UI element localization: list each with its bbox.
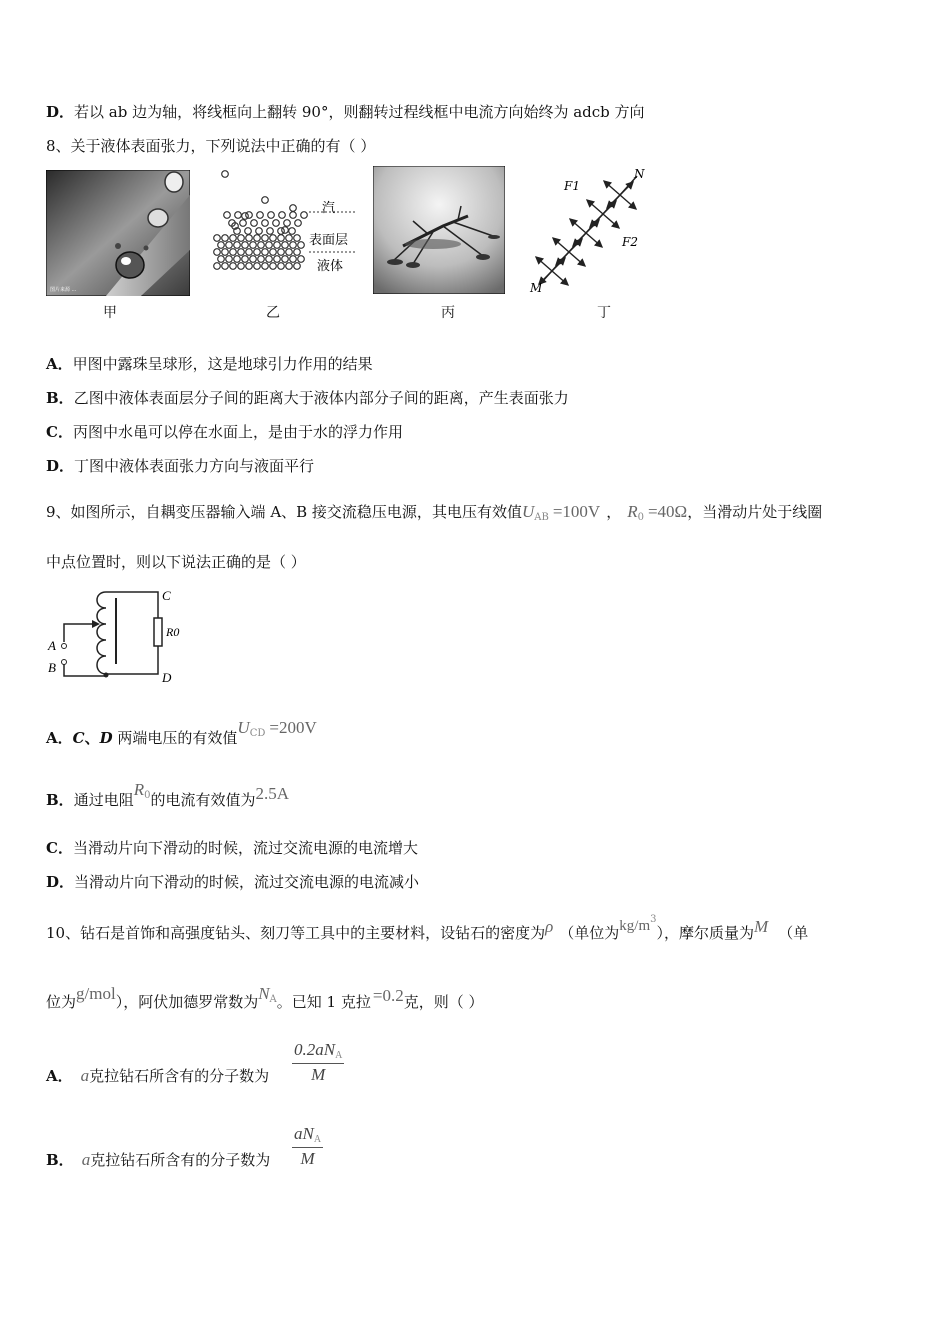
molecule xyxy=(226,256,233,263)
option-label: B． xyxy=(46,791,74,809)
molecule xyxy=(234,242,241,249)
molecule xyxy=(267,228,274,235)
stem-text: （单 xyxy=(778,924,809,942)
molecule xyxy=(282,256,289,263)
force-arrow xyxy=(590,214,603,227)
leg-dimple xyxy=(387,259,403,265)
label-m: M xyxy=(530,281,543,295)
molecule xyxy=(246,235,253,242)
wire xyxy=(106,646,158,674)
option-text: 两端电压的有效值 xyxy=(112,729,238,747)
junction-dot xyxy=(104,673,109,678)
molecule xyxy=(298,242,305,249)
leg-dimple xyxy=(476,254,490,260)
molecule xyxy=(270,235,277,242)
u-ab-value: =100V xyxy=(552,502,601,521)
option-label: B． xyxy=(46,389,74,407)
force-arrow xyxy=(586,233,602,247)
molecule xyxy=(270,263,277,270)
molecule xyxy=(238,235,245,242)
label-c: C xyxy=(162,588,171,603)
molecule xyxy=(222,263,229,270)
stem-text: ），阿伏加德罗常数为 xyxy=(115,993,259,1011)
comma: ， xyxy=(606,503,622,521)
q10-stem-line1 xyxy=(46,914,809,944)
stem-text: （单位为 xyxy=(559,924,620,942)
force-arrow xyxy=(586,220,599,233)
molecule xyxy=(246,263,253,270)
strider-shadow xyxy=(405,239,461,249)
coil xyxy=(97,592,106,674)
molecule xyxy=(266,256,273,263)
label-d: D xyxy=(162,670,172,685)
rho-symbol: ρ xyxy=(545,917,554,936)
numerator-sub: A xyxy=(335,1050,343,1061)
leg-dimple xyxy=(406,262,420,268)
r0-symbol: R xyxy=(133,780,145,799)
q8-stem: 8、关于液体表面张力，下列说法中正确的有（ ） xyxy=(46,137,376,155)
a-symbol: a xyxy=(81,1150,91,1169)
option-text: 丁图中液体表面张力方向与液面平行 xyxy=(74,457,315,475)
numerator-text: 0.2aN xyxy=(294,1040,336,1059)
molecule xyxy=(262,249,269,256)
dew-drop xyxy=(115,243,121,249)
unit-g-mol: g/mol xyxy=(76,984,116,1003)
caption-bing: 丙 xyxy=(441,305,455,321)
molecule xyxy=(290,256,297,263)
molecule xyxy=(240,220,247,227)
figure-yi-molecules xyxy=(205,168,365,278)
label-d: D xyxy=(99,729,113,747)
molecule xyxy=(286,249,293,256)
u-cd-value: =200V xyxy=(269,718,317,737)
stem-text: 。已知 1 克拉 xyxy=(276,993,371,1011)
q9-option-b xyxy=(46,780,290,816)
fraction-numerator xyxy=(292,1124,323,1148)
r0-sub: 0 xyxy=(144,790,151,801)
molecule xyxy=(262,235,269,242)
current-value: 2.5A xyxy=(255,784,290,803)
molecule xyxy=(262,197,269,204)
option-label: B． xyxy=(46,1151,74,1169)
resistor-r0 xyxy=(154,618,162,646)
a-symbol: a xyxy=(80,1066,90,1085)
option-text: 通过电阻 xyxy=(73,791,134,809)
molecule xyxy=(214,249,221,256)
q9-option-a xyxy=(46,718,317,754)
force-arrow xyxy=(603,201,616,214)
stem-text: 位为 xyxy=(46,993,77,1011)
option-text: 当滑动片向下滑动的时候，流过交流电源的电流增大 xyxy=(72,839,418,857)
molecule xyxy=(246,212,253,219)
dew-drop xyxy=(165,172,183,192)
q10-option-a-fraction xyxy=(292,1040,344,1085)
molecule xyxy=(230,263,237,270)
force-arrow xyxy=(569,239,582,252)
molecule xyxy=(279,212,286,219)
option-text: 若以 ab 边为轴，将线框向上翻转 90°，则翻转过程线框中电流方向始终为 adcb 方向 xyxy=(74,103,645,121)
figure-bing-water-strider xyxy=(373,166,505,294)
q9-stem-line1 xyxy=(46,502,822,528)
molecule xyxy=(294,249,301,256)
force-arrow xyxy=(553,238,569,252)
molecule xyxy=(295,220,302,227)
molecule xyxy=(251,220,258,227)
force-arrows xyxy=(536,181,636,285)
molecule xyxy=(294,263,301,270)
separator: 、 xyxy=(84,729,100,747)
numerator-sub: A xyxy=(313,1134,322,1145)
q8-option-c xyxy=(46,422,403,442)
molecule xyxy=(230,235,237,242)
watermark: 图片来源 ... xyxy=(50,287,77,293)
molecule xyxy=(274,242,281,249)
force-arrow xyxy=(573,233,586,246)
unit-kg-m3: kg/m xyxy=(619,918,651,934)
option-label: A． xyxy=(46,1067,73,1085)
dew-drop xyxy=(148,209,168,227)
molecule xyxy=(278,263,285,270)
option-text: 克拉钻石所含有的分子数为 xyxy=(90,1151,271,1169)
stem-text: 10、钻石是首饰和高强度钻头、刻刀等工具中的主要材料，设钻石的密度为 xyxy=(46,924,546,942)
molecule xyxy=(286,235,293,242)
u-ab-sub: AB xyxy=(534,512,549,523)
molecule xyxy=(258,242,265,249)
molecule xyxy=(282,242,289,249)
molecule xyxy=(235,212,242,219)
label-f2: F2 xyxy=(622,235,638,249)
numerator-text: aN xyxy=(294,1124,314,1143)
stem-text: ，当滑动片处于线圈 xyxy=(687,503,823,521)
dew-drop xyxy=(116,252,144,278)
caption-yi: 乙 xyxy=(266,305,280,321)
molecule xyxy=(298,256,305,263)
molecule xyxy=(290,205,297,212)
molecule xyxy=(250,256,257,263)
molecule xyxy=(266,242,273,249)
label-surface-layer: 表面层 xyxy=(309,233,349,248)
label-liquid: 液体 xyxy=(317,259,344,274)
fraction-denominator: M xyxy=(300,1149,315,1168)
force-arrow xyxy=(620,182,633,195)
molecule xyxy=(230,249,237,256)
force-arrow xyxy=(604,181,620,195)
q8-option-a xyxy=(46,354,373,374)
molecule xyxy=(245,228,252,235)
caption-ding: 丁 xyxy=(597,305,611,321)
option-text: 当滑动片向下滑动的时候，流过交流电源的电流减小 xyxy=(74,873,420,891)
u-cd-sub: CD xyxy=(249,728,266,739)
option-text: 克拉钻石所含有的分子数为 xyxy=(89,1067,270,1085)
molecule xyxy=(290,242,297,249)
label-f1: F1 xyxy=(564,179,580,193)
q10-option-a xyxy=(46,1066,269,1086)
option-label: D． xyxy=(46,103,75,121)
fraction-numerator xyxy=(292,1040,344,1064)
u-cd-symbol: U xyxy=(237,718,250,737)
force-arrow xyxy=(552,258,565,271)
force-arrow xyxy=(587,200,603,214)
molecule xyxy=(222,235,229,242)
leg-dimple xyxy=(488,235,500,239)
molecule xyxy=(222,171,229,178)
molecule xyxy=(218,242,225,249)
fraction-denominator: M xyxy=(311,1065,326,1084)
unit-sup: 3 xyxy=(650,914,657,925)
wire-b xyxy=(64,662,106,676)
label-vapor: 汽 xyxy=(322,201,336,216)
molecule xyxy=(242,242,249,249)
molecule xyxy=(270,249,277,256)
label-r0: R0 xyxy=(166,625,180,639)
r0-symbol: R xyxy=(627,502,638,521)
molecule xyxy=(226,242,233,249)
molecule xyxy=(214,263,221,270)
molecule xyxy=(290,212,297,219)
molecule xyxy=(284,220,291,227)
molar-mass-symbol: M xyxy=(754,917,769,936)
molecule xyxy=(286,263,293,270)
q10-option-b-fraction xyxy=(292,1124,323,1169)
stem-text: 克，则（ ） xyxy=(403,993,484,1011)
molecule xyxy=(274,256,281,263)
force-arrow xyxy=(607,195,620,208)
molecule xyxy=(254,235,261,242)
molecule xyxy=(294,235,301,242)
dew-drop-highlight xyxy=(121,257,131,265)
option-label: D． xyxy=(46,457,75,475)
stem-text: ），摩尔质量为 xyxy=(656,924,755,942)
molecule xyxy=(222,249,229,256)
stem-text: 9、如图所示，自耦变压器输入端 A、B 接交流稳压电源，其电压有效值 xyxy=(46,503,522,521)
force-arrow xyxy=(570,219,586,233)
wire xyxy=(106,592,158,618)
caption-jia: 甲 xyxy=(103,305,117,321)
molecule xyxy=(278,235,285,242)
option-label: D． xyxy=(46,873,75,891)
label-b: B xyxy=(48,660,56,675)
option-label: C． xyxy=(46,839,73,857)
q9-stem-line2: 中点位置时，则以下说法正确的是（ ） xyxy=(46,553,306,571)
label-a: A xyxy=(48,638,56,653)
option-label: A． xyxy=(46,729,73,747)
molecule xyxy=(214,235,221,242)
molecule-grid xyxy=(214,171,308,270)
option-text: 的电流有效值为 xyxy=(150,791,256,809)
molecule xyxy=(282,227,289,234)
q8-option-d xyxy=(46,456,314,476)
q10-option-b xyxy=(46,1150,270,1170)
force-arrow xyxy=(536,257,552,271)
option-label: C． xyxy=(46,423,73,441)
r0-sub: 0 xyxy=(637,512,644,523)
molecule xyxy=(250,242,257,249)
molecule xyxy=(262,220,269,227)
molecule xyxy=(256,228,263,235)
molecule xyxy=(238,249,245,256)
molecule xyxy=(224,212,231,219)
option-text: 丙图中水黾可以停在水面上，是由于水的浮力作用 xyxy=(72,423,403,441)
option-label: A． xyxy=(46,355,73,373)
u-ab-symbol: U xyxy=(521,502,535,521)
molecule xyxy=(254,263,261,270)
molecule xyxy=(258,256,265,263)
force-arrow xyxy=(620,195,636,209)
na-sub: A xyxy=(269,994,277,1005)
label-c: C xyxy=(72,729,85,747)
molecule xyxy=(238,263,245,270)
molecule xyxy=(289,228,296,235)
molecule xyxy=(246,249,253,256)
dew-drop xyxy=(144,246,149,251)
force-arrow xyxy=(603,214,619,228)
figure-ding-force-diagram xyxy=(522,164,652,299)
slider-wire xyxy=(64,624,96,642)
molecule xyxy=(268,212,275,219)
label-n: N xyxy=(634,167,645,181)
molecule xyxy=(234,256,241,263)
terminal-a xyxy=(62,644,67,649)
na-symbol: N xyxy=(258,984,270,1003)
figure-jia-dew-photo xyxy=(46,170,190,296)
molecule xyxy=(301,212,308,219)
molecule xyxy=(278,249,285,256)
molecule xyxy=(218,256,225,263)
terminal-b xyxy=(62,660,67,665)
molecule xyxy=(242,256,249,263)
option-text: 乙图中液体表面层分子间的距离大于液体内部分子间的距离，产生表面张力 xyxy=(73,389,569,407)
q9-option-d xyxy=(46,872,419,892)
carat-value: =0.2 xyxy=(372,986,404,1005)
option-text: 甲图中露珠呈球形，这是地球引力作用的结果 xyxy=(72,355,373,373)
q8-option-b xyxy=(46,388,569,408)
molecule xyxy=(262,263,269,270)
figure-autotransformer-circuit xyxy=(44,584,194,686)
q7-option-d xyxy=(46,102,645,122)
molecule xyxy=(254,249,261,256)
force-arrow xyxy=(569,252,585,266)
force-arrow xyxy=(556,252,569,265)
molecule xyxy=(273,220,280,227)
q9-option-c xyxy=(46,838,418,858)
force-arrow xyxy=(552,271,568,285)
q10-stem-line2 xyxy=(46,984,484,1018)
molecule xyxy=(257,212,264,219)
r0-value: =40Ω xyxy=(647,502,688,521)
